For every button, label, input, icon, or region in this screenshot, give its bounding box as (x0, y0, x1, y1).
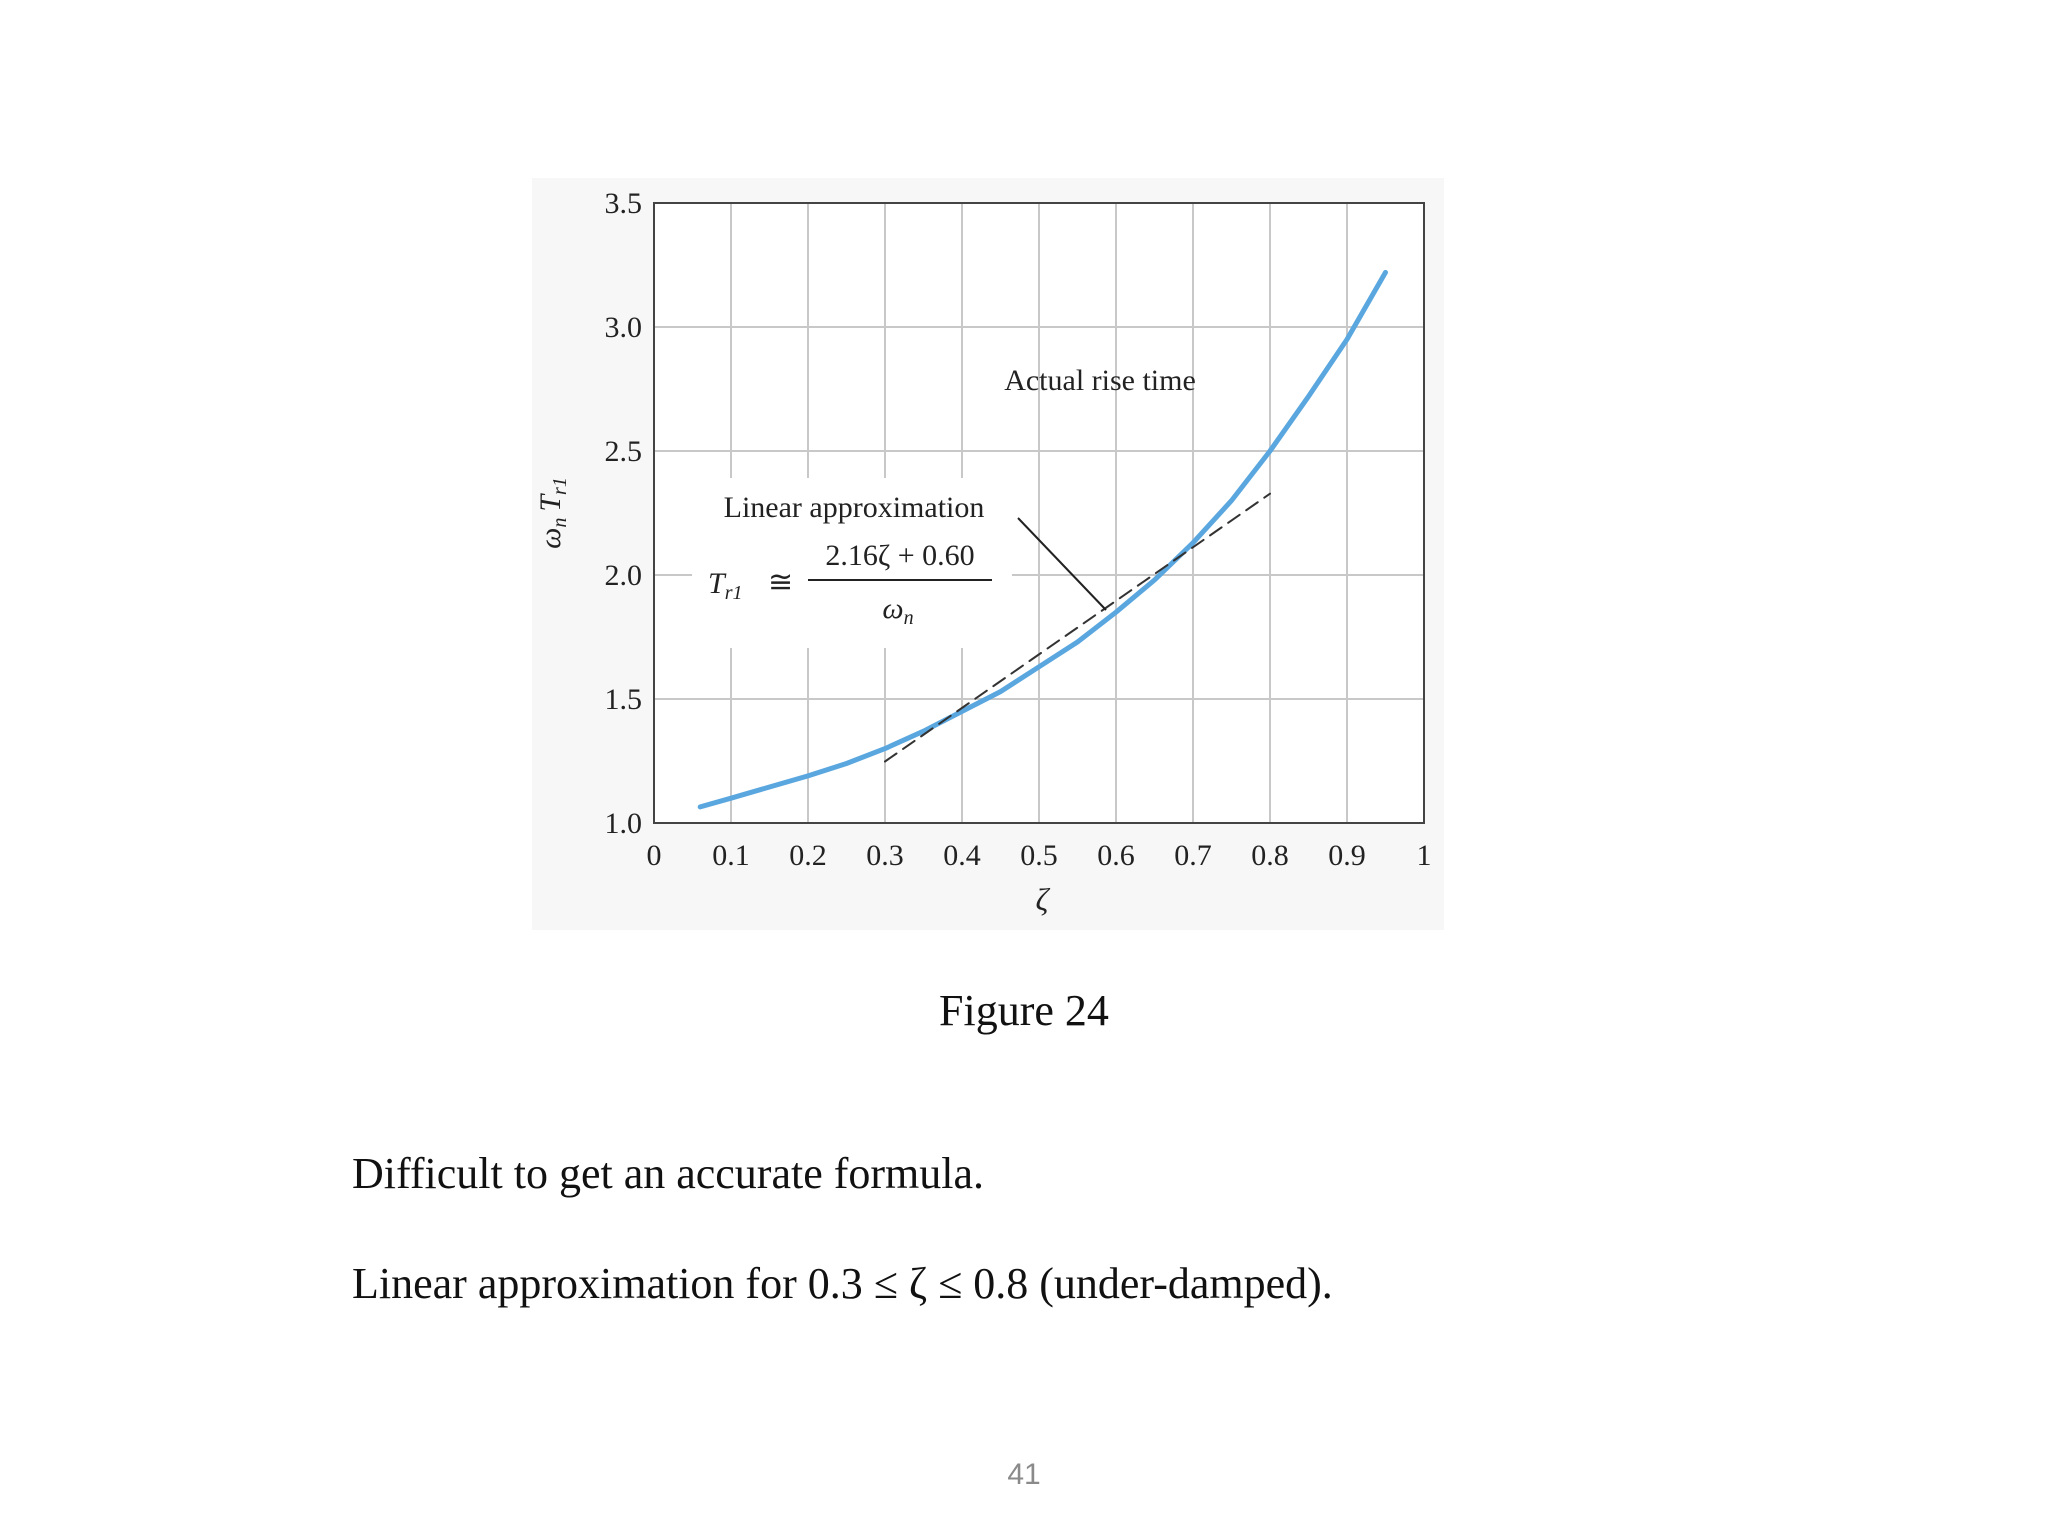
y-tick-label-3: 2.5 (604, 435, 642, 468)
x-tick-label-6: 0.6 (1097, 839, 1135, 872)
y-tick-label-2: 2.0 (604, 559, 642, 592)
y-tick-label-0: 1.0 (604, 807, 642, 840)
formula-lhs-T: T (708, 567, 725, 600)
y-axis-label-sub-r1: r1 (549, 477, 571, 495)
y-tick-label-1: 1.5 (604, 683, 642, 716)
x-tick-label-7: 0.7 (1174, 839, 1212, 872)
x-axis-label: ζ (1035, 881, 1049, 917)
formula-denominator-omega: ω (882, 592, 904, 625)
y-axis-label-omega: ω (534, 527, 567, 549)
actual-rise-time-label: Actual rise time (1004, 364, 1196, 397)
y-tick-label-5: 3.5 (604, 187, 642, 220)
x-tick-label-0: 0 (646, 839, 662, 872)
x-tick-label-2: 0.2 (789, 839, 827, 872)
linear-approximation-label: Linear approximation (723, 491, 985, 524)
x-tick-label-8: 0.8 (1251, 839, 1289, 872)
formula-approx-sign: ≅ (768, 566, 794, 599)
y-axis-label-sub-n: n (549, 517, 571, 528)
x-tick-label-1: 0.1 (712, 839, 750, 872)
x-tick-label-4: 0.4 (943, 839, 981, 872)
y-tick-label-4: 3.0 (604, 311, 642, 344)
page-number: 41 (1007, 1458, 1041, 1491)
rise-time-chart (532, 178, 1444, 930)
formula-numerator: 2.16ζ + 0.60 (825, 539, 975, 572)
formula-denominator-sub: n (903, 607, 914, 629)
body-text-line-2: Linear approximation for 0.3 ≤ ζ ≤ 0.8 (under-damped). (352, 1259, 1333, 1308)
x-tick-label-3: 0.3 (866, 839, 904, 872)
x-tick-label-9: 0.9 (1328, 839, 1366, 872)
x-tick-label-10: 1 (1416, 839, 1432, 872)
body-text-line-1: Difficult to get an accurate formula. (352, 1149, 985, 1198)
y-axis-label-T: T (534, 494, 567, 512)
x-tick-label-5: 0.5 (1020, 839, 1058, 872)
figure-caption: Figure 24 (939, 986, 1109, 1035)
formula-lhs-sub: r1 (724, 582, 743, 604)
chart-svg (532, 178, 1444, 930)
